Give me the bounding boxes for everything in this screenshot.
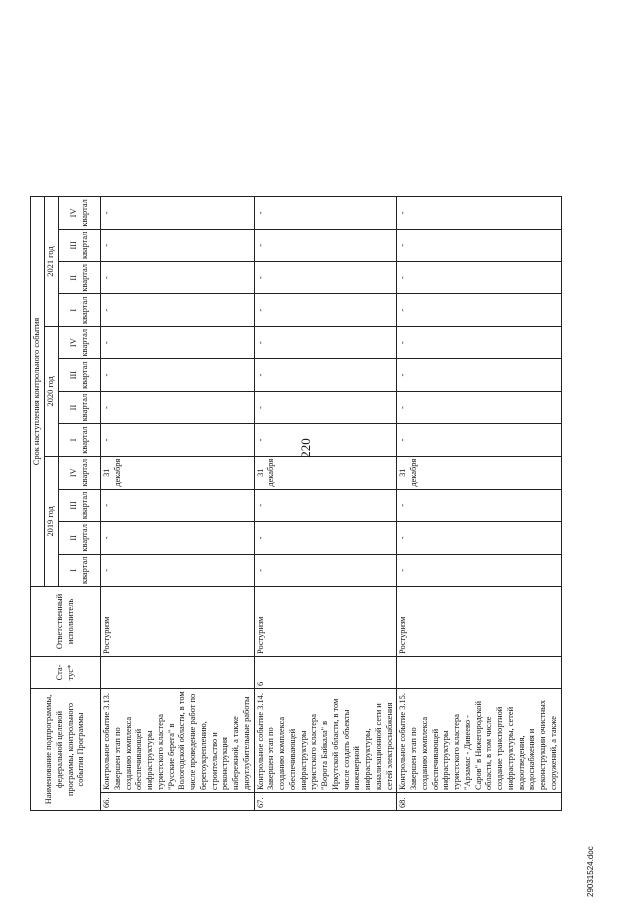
row-status: 6 xyxy=(254,657,397,689)
row-executor: Ростуризм xyxy=(254,587,397,657)
row-executor: Ростуризм xyxy=(101,587,255,657)
table-row xyxy=(397,197,561,811)
header-year-2020: 2020 год xyxy=(45,326,59,456)
header-quarter: I квартал xyxy=(59,294,101,326)
quarter-cell: - xyxy=(101,294,255,326)
quarter-cell: - xyxy=(254,554,397,586)
header-year-2021: 2021 год xyxy=(45,197,59,327)
quarter-cell: - xyxy=(254,424,397,456)
quarter-cell: - xyxy=(397,229,561,261)
quarter-cell: - xyxy=(397,554,561,586)
header-year-2019: 2019 год xyxy=(45,456,59,586)
quarter-cell: - xyxy=(254,522,397,554)
quarter-cell: - xyxy=(101,489,255,521)
quarter-cell: - xyxy=(397,391,561,423)
control-events-table xyxy=(30,196,562,811)
row-number: 67. xyxy=(254,793,397,811)
quarter-cell: 31 декабря xyxy=(101,456,255,489)
header-quarter: II квартал xyxy=(59,262,101,294)
header-quarter: III квартал xyxy=(59,229,101,261)
row-name: Контрольное событие 3.14. Завершен этап по созданию комплекса обеспечивающей инфраструктуры туристского кластера "Ворота Байкала" в Иркутской области, в том числе создать объекты инженерной инфраструктуры, канализационной сети и сетей электроснабжения xyxy=(254,689,397,793)
quarter-cell: - xyxy=(101,359,255,391)
header-quarter: IV квартал xyxy=(59,456,101,489)
quarter-cell: - xyxy=(397,359,561,391)
header-quarter: II квартал xyxy=(59,391,101,423)
quarter-cell: - xyxy=(101,197,255,229)
quarter-cell: - xyxy=(397,326,561,358)
quarter-cell: - xyxy=(101,391,255,423)
quarter-cell: - xyxy=(254,489,397,521)
quarter-cell: - xyxy=(397,424,561,456)
header-quarter: I квартал xyxy=(59,424,101,456)
quarter-cell: - xyxy=(101,424,255,456)
quarter-cell: - xyxy=(101,326,255,358)
quarter-cell: 31 декабря xyxy=(397,456,561,489)
row-status xyxy=(101,657,255,689)
header-quarter: III квартал xyxy=(59,359,101,391)
header-quarter: III квартал xyxy=(59,489,101,521)
header-quarter: IV квартал xyxy=(59,326,101,358)
quarter-cell: - xyxy=(101,229,255,261)
row-name: Контрольное событие 3.15. Завершен этап по созданию комплекса обеспечивающей инфраструктуры туристского кластера "Арзамас - Дивеево - Саров" в Нижегородской области, в том числе создание транспортной инфраструктуры, сетей водоотведения, водоснабжения и реконструкции очистных сооружений, а также xyxy=(397,689,561,793)
quarter-cell: - xyxy=(397,262,561,294)
quarter-cell: - xyxy=(254,197,397,229)
row-executor: Ростуризм xyxy=(397,587,561,657)
header-status: Ста-тус* xyxy=(31,657,101,689)
quarter-cell: - xyxy=(101,262,255,294)
header-name: Наименование подпрограммы, федеральной целевой программы, контрольного события Программы xyxy=(31,689,101,811)
quarter-cell: - xyxy=(101,554,255,586)
header-deadline: Срок наступления контрольного события xyxy=(31,197,45,587)
quarter-cell: - xyxy=(397,489,561,521)
table-row xyxy=(254,197,397,811)
quarter-cell: - xyxy=(397,294,561,326)
quarter-cell: - xyxy=(101,522,255,554)
row-number: 66. xyxy=(101,793,255,811)
quarter-cell: - xyxy=(254,326,397,358)
document-footer: 29031524.doc xyxy=(586,846,595,897)
quarter-cell: - xyxy=(254,391,397,423)
header-quarter: II квартал xyxy=(59,522,101,554)
header-executor: Ответственный исполнитель xyxy=(31,587,101,657)
quarter-cell: - xyxy=(254,262,397,294)
quarter-cell: - xyxy=(254,294,397,326)
header-quarter: I квартал xyxy=(59,554,101,586)
table-row xyxy=(101,197,255,811)
row-name: Контрольное событие 3.13. Завершен этап по созданию комплекса обеспечивающей инфраструктуры туристского кластера "Русские берега" в Вологодской области, в том числе проведение работ по берегоукреплению, строительство и реконструкция набережной, а также дноуглубительные работы xyxy=(101,689,255,793)
quarter-cell: - xyxy=(397,522,561,554)
quarter-cell: - xyxy=(254,229,397,261)
quarter-cell: - xyxy=(254,359,397,391)
row-status xyxy=(397,657,561,689)
page-number: 220 xyxy=(297,438,313,458)
header-quarter: IV квартал xyxy=(59,197,101,229)
quarter-cell: 31 декабря xyxy=(254,456,397,489)
quarter-cell: - xyxy=(397,197,561,229)
row-number: 68. xyxy=(397,793,561,811)
